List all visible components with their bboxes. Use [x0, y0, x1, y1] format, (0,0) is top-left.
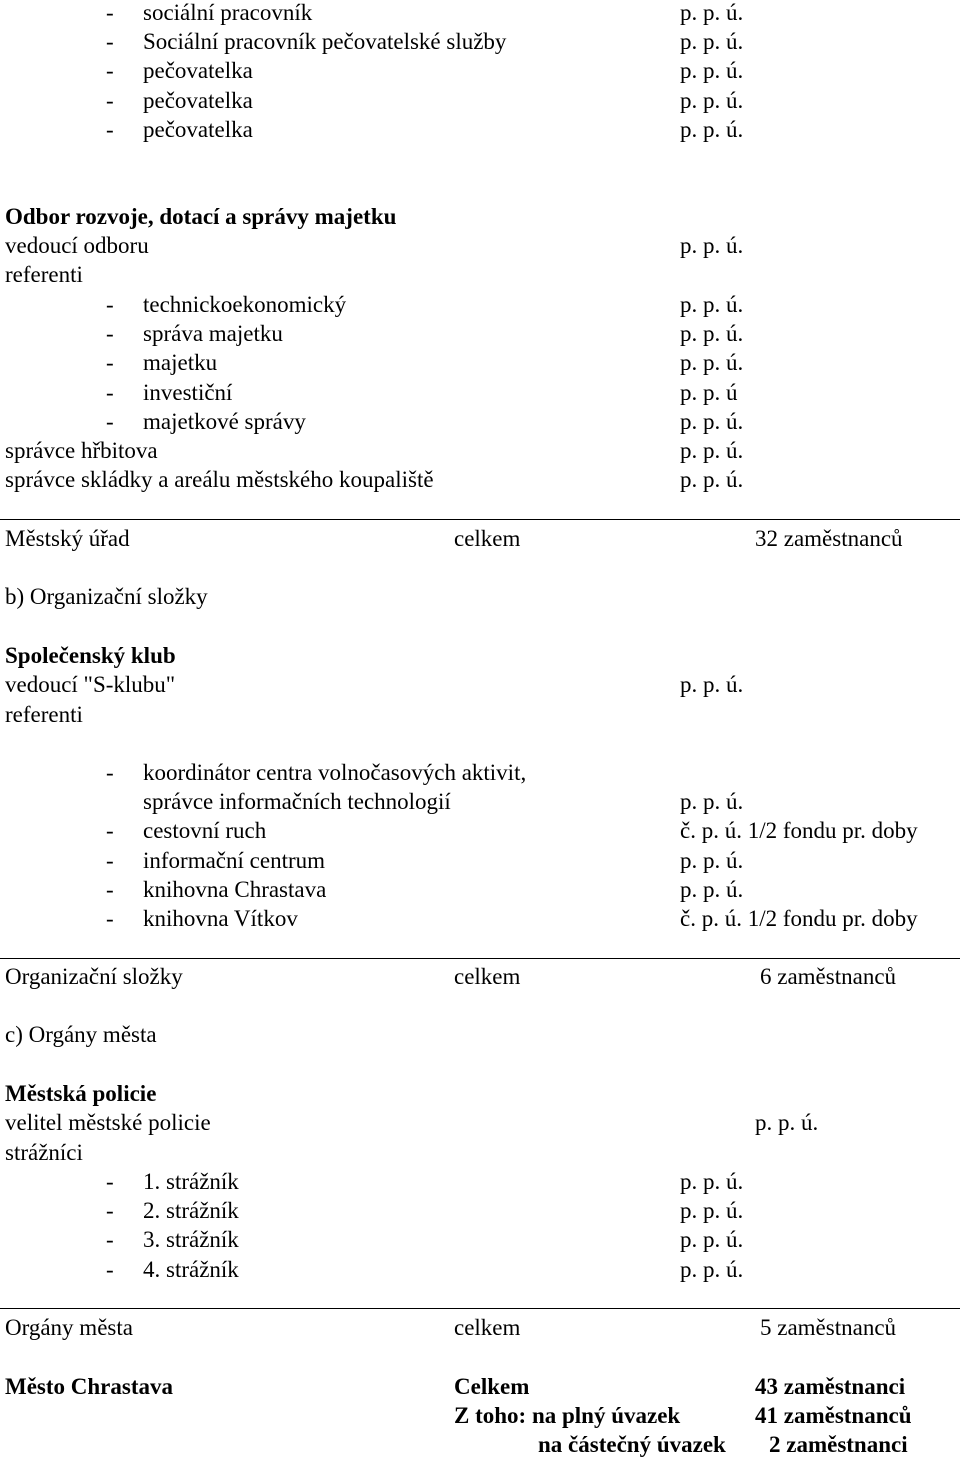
referent-row-status: č. p. ú. 1/2 fondu pr. doby	[680, 906, 918, 931]
referent-row-label: technickoekonomický	[143, 292, 347, 317]
section-title: c) Orgány města	[5, 1022, 157, 1047]
staff-row-label: pečovatelka	[143, 87, 253, 113]
staff-row-label: Sociální pracovník pečovatelské služby	[143, 29, 507, 55]
referent-row-label: koordinátor centra volnočasových aktivit,	[143, 760, 527, 785]
referenti-label: referenti	[5, 262, 83, 287]
total-celkem: celkem	[454, 964, 521, 989]
referent-row-dash: -	[106, 847, 114, 873]
department-heading: Městská policie	[5, 1081, 157, 1106]
summary-full-count: 41 zaměstnanců	[755, 1403, 912, 1428]
staff-row-dash: -	[106, 0, 114, 25]
guard-row-label: 1. strážník	[143, 1169, 239, 1194]
staff-row-dash: -	[106, 58, 114, 84]
referent-row-status: p. p. ú.	[680, 847, 744, 873]
referent-row-status: p. p. ú.	[680, 408, 744, 434]
referent-row-dash: -	[106, 379, 114, 405]
total-rule	[0, 519, 960, 520]
total-label: Orgány města	[5, 1315, 133, 1340]
staff-row-label: pečovatelka	[143, 116, 253, 142]
summary-part-count: 2 zaměstnanci	[769, 1432, 908, 1457]
summary-full-label: Z toho: na plný úvazek	[454, 1403, 681, 1428]
referent-row-label: knihovna Chrastava	[143, 876, 327, 902]
referent-row-label: majetku	[143, 350, 218, 376]
referent-row-status: p. p. ú.	[680, 292, 744, 317]
department-heading: Odbor rozvoje, dotací a správy majetku	[5, 204, 397, 229]
referent-row-status: p. p. ú.	[680, 350, 744, 376]
referent-row-label: správa majetku	[143, 321, 283, 347]
guard-row-label: 3. strážník	[143, 1227, 239, 1253]
guard-row-dash: -	[106, 1198, 114, 1224]
total-count: 6 zaměstnanců	[760, 964, 897, 989]
head-status: p. p. ú.	[755, 1110, 819, 1135]
guard-row-dash: -	[106, 1169, 114, 1194]
straznici-label: strážníci	[5, 1140, 83, 1165]
guard-row-status: p. p. ú.	[680, 1169, 744, 1194]
referent-row-label: cestovní ruch	[143, 818, 267, 844]
summary-label: Město Chrastava	[5, 1374, 173, 1399]
referent-row-dash: -	[106, 876, 114, 902]
staff-row-status: p. p. ú.	[680, 29, 744, 55]
staff-row-status: p. p. ú.	[680, 0, 744, 25]
section-title: b) Organizační složky	[5, 584, 208, 609]
referent-row-status: p. p. ú.	[680, 321, 744, 347]
staff-row-status: p. p. ú.	[680, 58, 744, 84]
head-label: velitel městské policie	[5, 1110, 211, 1135]
staff-label: správce skládky a areálu městského koupaliště	[5, 467, 434, 493]
staff-status: p. p. ú.	[680, 467, 744, 493]
department-heading: Společenský klub	[5, 643, 176, 668]
referenti-label: referenti	[5, 702, 83, 727]
referent-row-label: správce informačních technologií	[143, 789, 451, 815]
referent-row-status: č. p. ú. 1/2 fondu pr. doby	[680, 818, 918, 844]
staff-row-label: sociální pracovník	[143, 0, 313, 25]
guard-row-status: p. p. ú.	[680, 1256, 744, 1282]
staff-row-status: p. p. ú.	[680, 116, 744, 142]
summary-celkem: Celkem	[454, 1374, 530, 1399]
total-count: 5 zaměstnanců	[760, 1315, 897, 1340]
total-label: Městský úřad	[5, 526, 130, 551]
staff-status: p. p. ú.	[680, 438, 744, 463]
referent-row-dash: -	[106, 906, 114, 931]
total-label: Organizační složky	[5, 964, 183, 989]
referent-row-label: knihovna Vítkov	[143, 906, 298, 931]
guard-row-dash: -	[106, 1227, 114, 1253]
referent-row-status: p. p. ú.	[680, 876, 744, 902]
referent-row-dash: -	[106, 408, 114, 434]
summary-count: 43 zaměstnanci	[755, 1374, 906, 1399]
summary-part-label: na částečný úvazek	[538, 1432, 726, 1457]
referent-row-dash: -	[106, 818, 114, 844]
staff-row-status: p. p. ú.	[680, 87, 744, 113]
referent-row-status: p. p. ú.	[680, 789, 744, 815]
referent-row-status: p. p. ú	[680, 379, 738, 405]
total-rule	[0, 1308, 960, 1309]
referent-row-label: informační centrum	[143, 847, 326, 873]
head-label: vedoucí odboru	[5, 233, 149, 258]
referent-row-dash: -	[106, 350, 114, 376]
staff-row-label: pečovatelka	[143, 58, 253, 84]
staff-label: správce hřbitova	[5, 438, 158, 463]
staff-row-dash: -	[106, 87, 114, 113]
total-count: 32 zaměstnanců	[755, 526, 903, 551]
guard-row-status: p. p. ú.	[680, 1198, 744, 1224]
staff-row-dash: -	[106, 116, 114, 142]
guard-row-label: 2. strážník	[143, 1198, 239, 1224]
referent-row-dash: -	[106, 760, 114, 785]
referent-row-dash: -	[106, 321, 114, 347]
head-status: p. p. ú.	[680, 672, 744, 697]
head-status: p. p. ú.	[680, 233, 744, 258]
staff-row-dash: -	[106, 29, 114, 55]
total-celkem: celkem	[454, 526, 521, 551]
guard-row-status: p. p. ú.	[680, 1227, 744, 1253]
referent-row-dash: -	[106, 292, 114, 317]
guard-row-label: 4. strážník	[143, 1256, 239, 1282]
referent-row-label: investiční	[143, 379, 233, 405]
guard-row-dash: -	[106, 1256, 114, 1282]
head-label: vedoucí "S-klubu"	[5, 672, 176, 697]
total-rule	[0, 958, 960, 959]
total-celkem: celkem	[454, 1315, 521, 1340]
referent-row-label: majetkové správy	[143, 408, 306, 434]
